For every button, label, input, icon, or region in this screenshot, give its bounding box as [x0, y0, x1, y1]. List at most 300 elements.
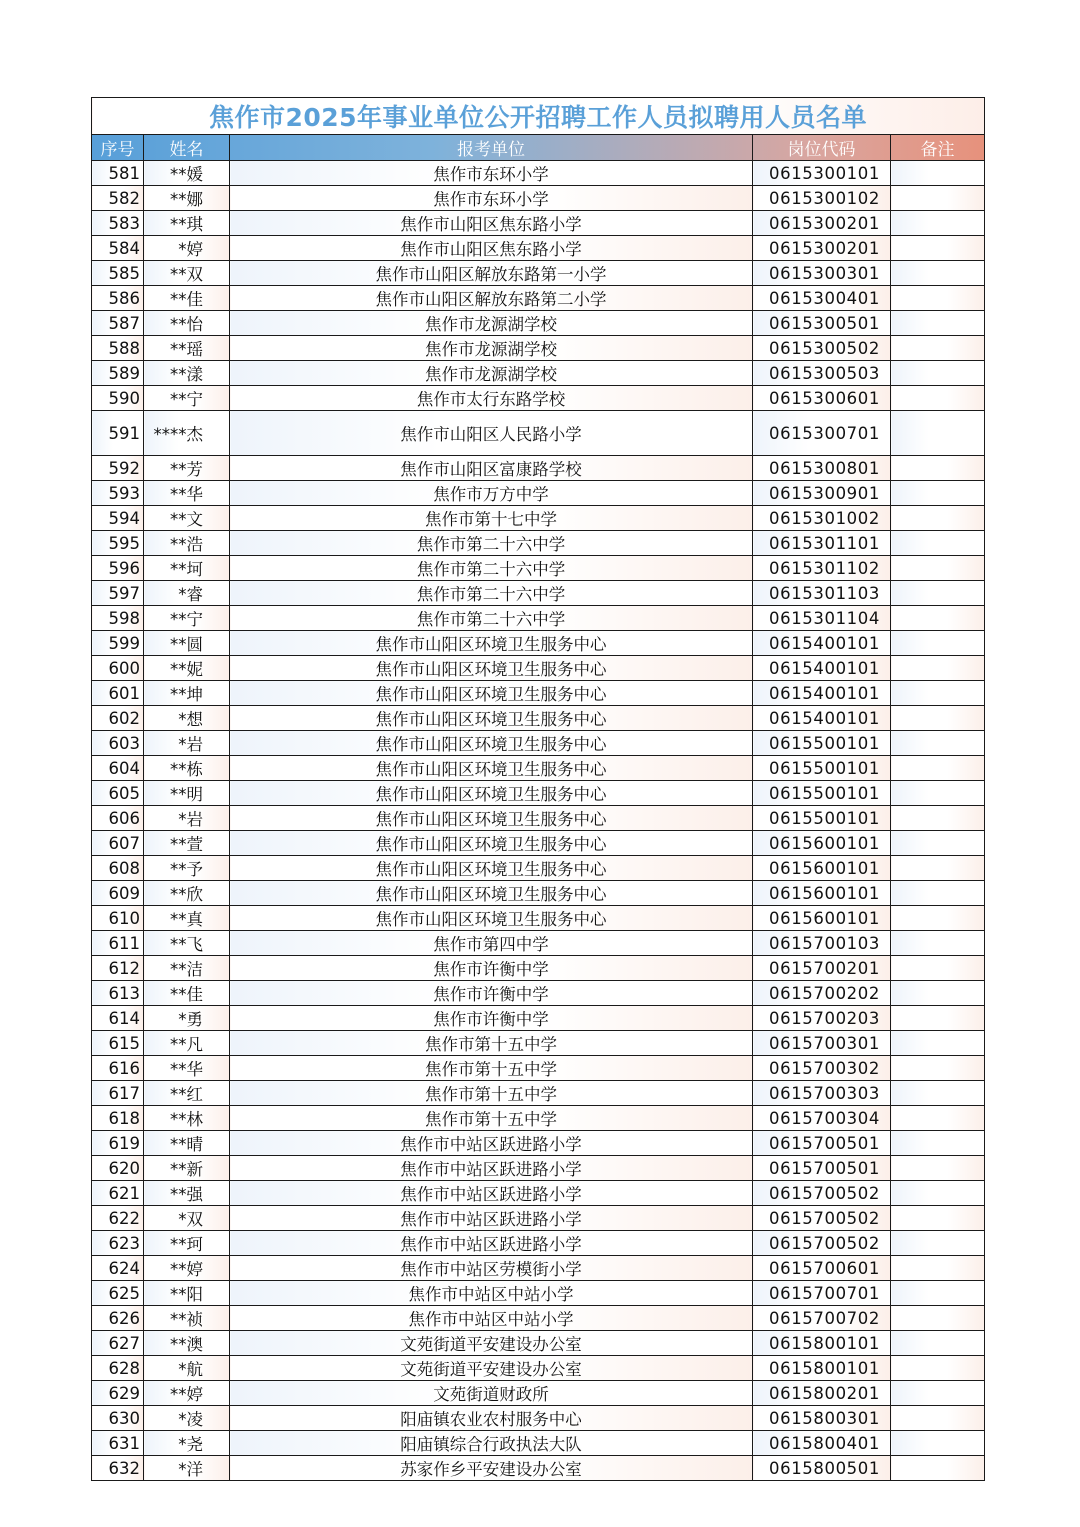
table-row [92, 1306, 985, 1331]
cell-remarks [891, 1356, 985, 1381]
table-row [92, 1156, 985, 1181]
cell-unit: 焦作市东环小学 [230, 161, 753, 186]
cell-remarks [891, 161, 985, 186]
cell-remarks [891, 706, 985, 731]
cell-unit: 焦作市山阳区环境卫生服务中心 [230, 906, 753, 931]
cell-remarks [891, 1306, 985, 1331]
cell-position-code: 0615400101 [753, 656, 891, 681]
table-row [92, 286, 985, 311]
table-row [92, 806, 985, 831]
cell-unit: 焦作市许衡中学 [230, 981, 753, 1006]
table-row [92, 1381, 985, 1406]
cell-name: **浩 [144, 531, 230, 556]
cell-remarks [891, 506, 985, 531]
cell-unit: 焦作市山阳区环境卫生服务中心 [230, 731, 753, 756]
cell-serial: 619 [92, 1131, 144, 1156]
cell-serial: 617 [92, 1081, 144, 1106]
table-row [92, 506, 985, 531]
cell-unit: 焦作市第二十六中学 [230, 531, 753, 556]
cell-unit: 焦作市山阳区环境卫生服务中心 [230, 656, 753, 681]
cell-position-code: 0615700502 [753, 1231, 891, 1256]
sheet-title: 焦作市2025年事业单位公开招聘工作人员拟聘用人员名单 [92, 98, 985, 135]
header-remarks: 备注 [891, 135, 985, 161]
cell-name: **佳 [144, 981, 230, 1006]
cell-position-code: 0615800101 [753, 1331, 891, 1356]
cell-unit: 焦作市许衡中学 [230, 956, 753, 981]
cell-unit: 焦作市中站区中站小学 [230, 1306, 753, 1331]
cell-serial: 589 [92, 361, 144, 386]
cell-position-code: 0615600101 [753, 856, 891, 881]
table-row [92, 731, 985, 756]
cell-remarks [891, 1131, 985, 1156]
table-row [92, 1056, 985, 1081]
cell-name: **红 [144, 1081, 230, 1106]
cell-name: *洋 [144, 1456, 230, 1481]
cell-serial: 583 [92, 211, 144, 236]
cell-unit: 焦作市东环小学 [230, 186, 753, 211]
cell-unit: 焦作市山阳区人民路小学 [230, 411, 753, 456]
cell-position-code: 0615301101 [753, 531, 891, 556]
cell-unit: 焦作市第二十六中学 [230, 581, 753, 606]
cell-remarks [891, 681, 985, 706]
cell-unit: 焦作市山阳区环境卫生服务中心 [230, 756, 753, 781]
table-row [92, 261, 985, 286]
cell-position-code: 0615301002 [753, 506, 891, 531]
cell-unit: 焦作市中站区跃进路小学 [230, 1206, 753, 1231]
cell-name: **新 [144, 1156, 230, 1181]
table-row [92, 1081, 985, 1106]
cell-unit: 焦作市中站区跃进路小学 [230, 1231, 753, 1256]
cell-remarks [891, 581, 985, 606]
cell-serial: 608 [92, 856, 144, 881]
cell-remarks [891, 286, 985, 311]
cell-remarks [891, 1081, 985, 1106]
cell-unit: 焦作市龙源湖学校 [230, 361, 753, 386]
cell-unit: 焦作市山阳区焦东路小学 [230, 236, 753, 261]
cell-name: *凌 [144, 1406, 230, 1431]
cell-unit: 焦作市第十五中学 [230, 1031, 753, 1056]
cell-remarks [891, 1331, 985, 1356]
cell-serial: 616 [92, 1056, 144, 1081]
cell-name: **栋 [144, 756, 230, 781]
cell-position-code: 0615300501 [753, 311, 891, 336]
table-row [92, 311, 985, 336]
header-position-code: 岗位代码 [753, 135, 891, 161]
cell-remarks [891, 1181, 985, 1206]
table-row [92, 556, 985, 581]
table-row [92, 1356, 985, 1381]
cell-serial: 611 [92, 931, 144, 956]
cell-position-code: 0615500101 [753, 731, 891, 756]
cell-remarks [891, 1206, 985, 1231]
cell-name: **明 [144, 781, 230, 806]
cell-position-code: 0615400101 [753, 681, 891, 706]
cell-position-code: 0615300503 [753, 361, 891, 386]
cell-serial: 592 [92, 456, 144, 481]
cell-name: **强 [144, 1181, 230, 1206]
cell-position-code: 0615800201 [753, 1381, 891, 1406]
cell-position-code: 0615800101 [753, 1356, 891, 1381]
cell-name: **瑶 [144, 336, 230, 361]
cell-name: ****杰 [144, 411, 230, 456]
cell-unit: 焦作市山阳区焦东路小学 [230, 211, 753, 236]
cell-unit: 焦作市中站区跃进路小学 [230, 1131, 753, 1156]
table-row [92, 981, 985, 1006]
cell-position-code: 0615300701 [753, 411, 891, 456]
cell-unit: 焦作市山阳区富康路学校 [230, 456, 753, 481]
table-row [92, 931, 985, 956]
cell-name: **宁 [144, 386, 230, 411]
cell-serial: 607 [92, 831, 144, 856]
cell-name: **怡 [144, 311, 230, 336]
cell-remarks [891, 931, 985, 956]
cell-name: **圆 [144, 631, 230, 656]
cell-remarks [891, 1106, 985, 1131]
table-row [92, 1456, 985, 1481]
cell-remarks [891, 1231, 985, 1256]
cell-serial: 618 [92, 1106, 144, 1131]
cell-unit: 焦作市山阳区环境卫生服务中心 [230, 831, 753, 856]
table-row [92, 781, 985, 806]
cell-remarks [891, 1056, 985, 1081]
cell-name: **澳 [144, 1331, 230, 1356]
cell-serial: 603 [92, 731, 144, 756]
cell-position-code: 0615301104 [753, 606, 891, 631]
cell-remarks [891, 606, 985, 631]
cell-serial: 593 [92, 481, 144, 506]
table-row [92, 1431, 985, 1456]
cell-position-code: 0615700302 [753, 1056, 891, 1081]
cell-position-code: 0615300401 [753, 286, 891, 311]
table-row [92, 1181, 985, 1206]
cell-unit: 焦作市中站区中站小学 [230, 1281, 753, 1306]
cell-name: **双 [144, 261, 230, 286]
cell-name: **芳 [144, 456, 230, 481]
cell-position-code: 0615300301 [753, 261, 891, 286]
cell-name: **珂 [144, 1231, 230, 1256]
cell-serial: 623 [92, 1231, 144, 1256]
header-unit: 报考单位 [230, 135, 753, 161]
cell-name: **妮 [144, 656, 230, 681]
cell-name: **媛 [144, 161, 230, 186]
cell-unit: 焦作市山阳区环境卫生服务中心 [230, 681, 753, 706]
cell-remarks [891, 1256, 985, 1281]
cell-serial: 605 [92, 781, 144, 806]
cell-remarks [891, 1381, 985, 1406]
cell-name: **婷 [144, 1381, 230, 1406]
cell-unit: 焦作市山阳区解放东路第二小学 [230, 286, 753, 311]
table-row [92, 681, 985, 706]
cell-unit: 苏家作乡平安建设办公室 [230, 1456, 753, 1481]
cell-remarks [891, 831, 985, 856]
cell-name: **萱 [144, 831, 230, 856]
table-row [92, 1106, 985, 1131]
table-row [92, 1406, 985, 1431]
table-row [92, 531, 985, 556]
cell-unit: 焦作市第十七中学 [230, 506, 753, 531]
cell-unit: 焦作市第四中学 [230, 931, 753, 956]
cell-unit: 焦作市山阳区解放东路第一小学 [230, 261, 753, 286]
cell-serial: 599 [92, 631, 144, 656]
cell-name: *岩 [144, 731, 230, 756]
cell-remarks [891, 1156, 985, 1181]
cell-position-code: 0615300801 [753, 456, 891, 481]
cell-name: *睿 [144, 581, 230, 606]
cell-serial: 624 [92, 1256, 144, 1281]
cell-position-code: 0615301103 [753, 581, 891, 606]
cell-serial: 626 [92, 1306, 144, 1331]
table-row [92, 361, 985, 386]
cell-name: *勇 [144, 1006, 230, 1031]
cell-serial: 595 [92, 531, 144, 556]
table-row [92, 1231, 985, 1256]
cell-remarks [891, 211, 985, 236]
cell-unit: 阳庙镇综合行政执法大队 [230, 1431, 753, 1456]
cell-name: **文 [144, 506, 230, 531]
cell-position-code: 0615400101 [753, 706, 891, 731]
cell-name: *尧 [144, 1431, 230, 1456]
column-header-row [92, 135, 985, 161]
cell-serial: 601 [92, 681, 144, 706]
cell-remarks [891, 411, 985, 456]
table-row [92, 336, 985, 361]
cell-remarks [891, 756, 985, 781]
cell-unit: 焦作市太行东路学校 [230, 386, 753, 411]
cell-position-code: 0615700502 [753, 1181, 891, 1206]
cell-unit: 文苑街道财政所 [230, 1381, 753, 1406]
cell-serial: 621 [92, 1181, 144, 1206]
table-row [92, 411, 985, 456]
cell-unit: 焦作市第二十六中学 [230, 556, 753, 581]
table-row [92, 481, 985, 506]
cell-name: **真 [144, 906, 230, 931]
cell-remarks [891, 631, 985, 656]
cell-remarks [891, 336, 985, 361]
cell-position-code: 0615700502 [753, 1206, 891, 1231]
cell-serial: 627 [92, 1331, 144, 1356]
cell-unit: 焦作市第十五中学 [230, 1106, 753, 1131]
table-row [92, 606, 985, 631]
cell-position-code: 0615800501 [753, 1456, 891, 1481]
table-row [92, 236, 985, 261]
cell-serial: 588 [92, 336, 144, 361]
cell-unit: 焦作市山阳区环境卫生服务中心 [230, 806, 753, 831]
cell-position-code: 0615500101 [753, 806, 891, 831]
cell-remarks [891, 1456, 985, 1481]
cell-remarks [891, 1006, 985, 1031]
cell-remarks [891, 656, 985, 681]
cell-serial: 604 [92, 756, 144, 781]
cell-serial: 610 [92, 906, 144, 931]
cell-remarks [891, 311, 985, 336]
cell-name: **飞 [144, 931, 230, 956]
cell-remarks [891, 186, 985, 211]
cell-remarks [891, 1406, 985, 1431]
cell-serial: 631 [92, 1431, 144, 1456]
table-row [92, 211, 985, 236]
cell-unit: 焦作市山阳区环境卫生服务中心 [230, 706, 753, 731]
table-row [92, 956, 985, 981]
cell-serial: 613 [92, 981, 144, 1006]
cell-serial: 630 [92, 1406, 144, 1431]
cell-serial: 582 [92, 186, 144, 211]
cell-position-code: 0615700201 [753, 956, 891, 981]
cell-position-code: 0615300601 [753, 386, 891, 411]
cell-unit: 焦作市万方中学 [230, 481, 753, 506]
table-row [92, 1256, 985, 1281]
cell-unit: 焦作市第十五中学 [230, 1081, 753, 1106]
table-row [92, 881, 985, 906]
cell-remarks [891, 806, 985, 831]
cell-remarks [891, 856, 985, 881]
cell-unit: 阳庙镇农业农村服务中心 [230, 1406, 753, 1431]
table-row [92, 631, 985, 656]
cell-serial: 584 [92, 236, 144, 261]
cell-serial: 609 [92, 881, 144, 906]
cell-name: **娜 [144, 186, 230, 211]
cell-serial: 622 [92, 1206, 144, 1231]
cell-name: **阳 [144, 1281, 230, 1306]
cell-name: *双 [144, 1206, 230, 1231]
cell-position-code: 0615300201 [753, 211, 891, 236]
cell-position-code: 0615600101 [753, 881, 891, 906]
cell-remarks [891, 956, 985, 981]
cell-position-code: 0615300102 [753, 186, 891, 211]
cell-position-code: 0615700304 [753, 1106, 891, 1131]
cell-name: **坷 [144, 556, 230, 581]
table-row [92, 1131, 985, 1156]
cell-position-code: 0615301102 [753, 556, 891, 581]
cell-remarks [891, 456, 985, 481]
table-row [92, 581, 985, 606]
cell-serial: 600 [92, 656, 144, 681]
cell-serial: 586 [92, 286, 144, 311]
cell-unit: 焦作市第十五中学 [230, 1056, 753, 1081]
cell-unit: 焦作市第二十六中学 [230, 606, 753, 631]
cell-remarks [891, 261, 985, 286]
table-row [92, 656, 985, 681]
cell-name: **祯 [144, 1306, 230, 1331]
cell-remarks [891, 236, 985, 261]
table-row [92, 906, 985, 931]
cell-unit: 文苑街道平安建设办公室 [230, 1356, 753, 1381]
cell-name: *婷 [144, 236, 230, 261]
cell-name: **华 [144, 1056, 230, 1081]
cell-position-code: 0615700702 [753, 1306, 891, 1331]
cell-name: **华 [144, 481, 230, 506]
cell-unit: 文苑街道平安建设办公室 [230, 1331, 753, 1356]
cell-serial: 629 [92, 1381, 144, 1406]
cell-serial: 602 [92, 706, 144, 731]
cell-remarks [891, 1031, 985, 1056]
cell-unit: 焦作市许衡中学 [230, 1006, 753, 1031]
cell-position-code: 0615700303 [753, 1081, 891, 1106]
cell-serial: 581 [92, 161, 144, 186]
cell-remarks [891, 1431, 985, 1456]
cell-position-code: 0615700501 [753, 1156, 891, 1181]
cell-name: **婷 [144, 1256, 230, 1281]
cell-name: *想 [144, 706, 230, 731]
table-row [92, 831, 985, 856]
table-row [92, 756, 985, 781]
table-row [92, 186, 985, 211]
cell-unit: 焦作市中站区跃进路小学 [230, 1156, 753, 1181]
cell-position-code: 0615300101 [753, 161, 891, 186]
cell-name: **林 [144, 1106, 230, 1131]
cell-unit: 焦作市中站区跃进路小学 [230, 1181, 753, 1206]
cell-name: **洁 [144, 956, 230, 981]
cell-serial: 612 [92, 956, 144, 981]
table-row [92, 1331, 985, 1356]
table-row [92, 161, 985, 186]
cell-unit: 焦作市龙源湖学校 [230, 311, 753, 336]
cell-serial: 614 [92, 1006, 144, 1031]
cell-serial: 594 [92, 506, 144, 531]
cell-remarks [891, 481, 985, 506]
cell-name: **漾 [144, 361, 230, 386]
table-row [92, 1281, 985, 1306]
cell-remarks [891, 531, 985, 556]
cell-name: **琪 [144, 211, 230, 236]
cell-position-code: 0615300502 [753, 336, 891, 361]
cell-serial: 615 [92, 1031, 144, 1056]
cell-unit: 焦作市山阳区环境卫生服务中心 [230, 881, 753, 906]
cell-serial: 596 [92, 556, 144, 581]
table-row [92, 456, 985, 481]
header-serial: 序号 [92, 135, 144, 161]
cell-serial: 587 [92, 311, 144, 336]
cell-position-code: 0615500101 [753, 781, 891, 806]
cell-unit: 焦作市山阳区环境卫生服务中心 [230, 631, 753, 656]
cell-name: **欣 [144, 881, 230, 906]
cell-serial: 591 [92, 411, 144, 456]
cell-position-code: 0615300901 [753, 481, 891, 506]
cell-position-code: 0615500101 [753, 756, 891, 781]
cell-unit: 焦作市山阳区环境卫生服务中心 [230, 856, 753, 881]
cell-serial: 632 [92, 1456, 144, 1481]
cell-position-code: 0615400101 [753, 631, 891, 656]
cell-serial: 585 [92, 261, 144, 286]
cell-serial: 606 [92, 806, 144, 831]
cell-remarks [891, 556, 985, 581]
cell-position-code: 0615600101 [753, 831, 891, 856]
cell-remarks [891, 981, 985, 1006]
cell-position-code: 0615700301 [753, 1031, 891, 1056]
cell-serial: 628 [92, 1356, 144, 1381]
cell-name: *岩 [144, 806, 230, 831]
table-row [92, 1031, 985, 1056]
table-row [92, 1006, 985, 1031]
cell-position-code: 0615700103 [753, 931, 891, 956]
cell-remarks [891, 906, 985, 931]
cell-position-code: 0615600101 [753, 906, 891, 931]
cell-position-code: 0615800401 [753, 1431, 891, 1456]
cell-name: **晴 [144, 1131, 230, 1156]
cell-serial: 625 [92, 1281, 144, 1306]
cell-remarks [891, 361, 985, 386]
cell-remarks [891, 1281, 985, 1306]
cell-serial: 620 [92, 1156, 144, 1181]
cell-name: **佳 [144, 286, 230, 311]
table-row [92, 856, 985, 881]
cell-name: **宁 [144, 606, 230, 631]
cell-unit: 焦作市山阳区环境卫生服务中心 [230, 781, 753, 806]
table-row [92, 706, 985, 731]
cell-remarks [891, 731, 985, 756]
cell-remarks [891, 781, 985, 806]
table-row [92, 1206, 985, 1231]
cell-serial: 590 [92, 386, 144, 411]
